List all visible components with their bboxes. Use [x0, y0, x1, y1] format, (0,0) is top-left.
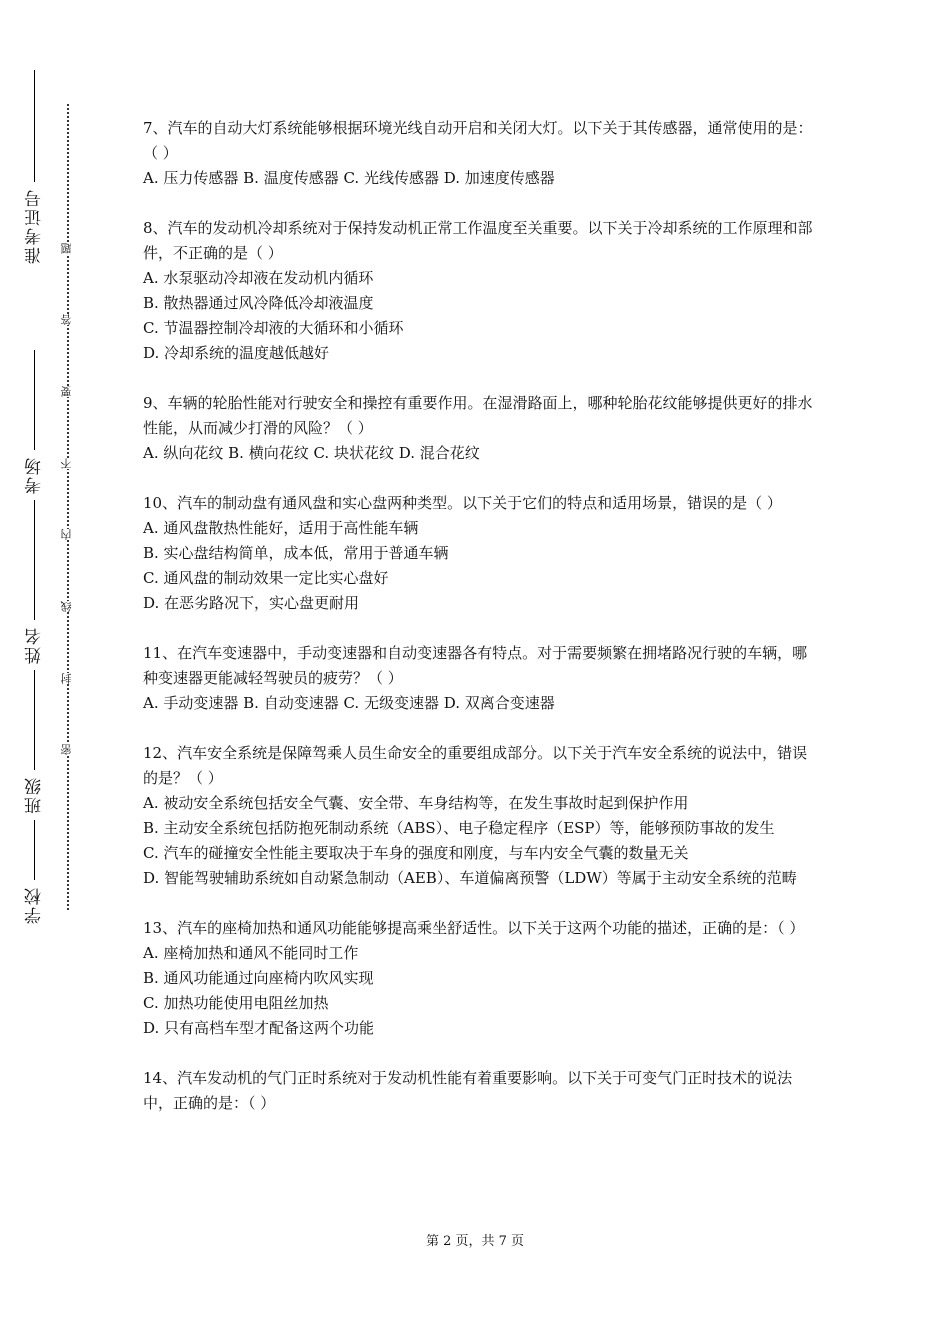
- question-options: A. 纵向花纹 B. 横向花纹 C. 块状花纹 D. 混合花纹: [143, 444, 480, 462]
- seal-char: 内: [60, 529, 76, 540]
- option-a: A. 被动安全系统包括安全气囊、安全带、车身结构等，在发生事故时起到保护作用: [143, 794, 689, 812]
- question-stem: 8、汽车的发动机冷却系统对于保持发动机正常工作温度至关重要。以下关于冷却系统的工作原理和部件，不正确的是（ ）: [143, 219, 813, 262]
- option-d: D. 在恶劣路况下，实心盘更耐用: [143, 594, 360, 612]
- question-stem: 11、在汽车变速器中，手动变速器和自动变速器各有特点。对于需要频繁在拥堵路况行驶的车辆，哪种变速器更能减轻驾驶员的疲劳？（ ）: [143, 644, 808, 687]
- question-stem: 10、汽车的制动盘有通风盘和实心盘两种类型。以下关于它们的特点和适用场景，错误的是（ ）: [143, 494, 782, 512]
- question-9: [143, 391, 815, 466]
- question-stem: 14、汽车发动机的气门正时系统对于发动机性能有着重要影响。以下关于可变气门正时技术的说法中，正确的是：（ ）: [143, 1069, 793, 1112]
- exam-number-field: [14, 70, 54, 270]
- question-stem: 13、汽车的座椅加热和通风功能能够提高乘坐舒适性。以下关于这两个功能的描述，正确的是：（ ）: [143, 919, 805, 937]
- option-d: D. 只有高档车型才配备这两个功能: [143, 1019, 375, 1037]
- exam-room-field: [14, 350, 54, 500]
- option-b: B. 实心盘结构简单，成本低，常用于普通车辆: [143, 544, 449, 562]
- class-label: 班级: [24, 776, 45, 814]
- seal-dotted-line: [67, 104, 69, 910]
- option-a: A. 水泵驱动冷却液在发动机内循环: [143, 269, 374, 287]
- question-11: [143, 641, 815, 716]
- page-footer: 第 2 页，共 7 页: [425, 1234, 525, 1249]
- option-c: C. 汽车的碰撞安全性能主要取决于车身的强度和刚度，与车内安全气囊的数量无关: [143, 844, 689, 862]
- exam-number-label: 准考证号: [24, 188, 45, 264]
- question-8: [143, 216, 815, 366]
- option-d: D. 智能驾驶辅助系统如自动紧急制动（AEB）、车道偏离预警（LDW）等属于主动安全系统的范畴: [143, 869, 797, 887]
- seal-char: 线: [60, 601, 76, 612]
- seal-char: 封: [60, 673, 76, 684]
- question-stem: 9、车辆的轮胎性能对行驶安全和操控有重要作用。在湿滑路面上，哪种轮胎花纹能够提供更好的排水性能，从而减少打滑的风险？（ ）: [143, 394, 813, 437]
- seal-char: 密: [60, 744, 76, 755]
- question-12: [143, 741, 815, 891]
- option-c: C. 加热功能使用电阻丝加热: [143, 994, 329, 1012]
- exam-room-label: 考场: [24, 456, 45, 494]
- option-b: B. 散热器通过风冷降低冷却液温度: [143, 294, 374, 312]
- question-options: A. 压力传感器 B. 温度传感器 C. 光线传感器 D. 加速度传感器: [143, 169, 555, 187]
- seal-char: 答: [60, 314, 76, 325]
- binding-margin: [14, 70, 54, 930]
- name-label: 姓名: [24, 626, 45, 664]
- school-field: [14, 820, 54, 930]
- seal-char: 不: [60, 458, 76, 469]
- seal-char: 题: [60, 243, 76, 254]
- question-10: [143, 491, 815, 616]
- class-field: [14, 670, 54, 820]
- option-c: C. 节温器控制冷却液的大循环和小循环: [143, 319, 404, 337]
- question-14: [143, 1066, 815, 1116]
- school-label: 学校: [24, 886, 45, 924]
- seal-char: 要: [60, 386, 76, 397]
- question-options: A. 手动变速器 B. 自动变速器 C. 无级变速器 D. 双离合变速器: [143, 694, 555, 712]
- question-7: [143, 116, 815, 191]
- option-c: C. 通风盘的制动效果一定比实心盘好: [143, 569, 389, 587]
- option-a: A. 通风盘散热性能好，适用于高性能车辆: [143, 519, 419, 537]
- question-stem: 7、汽车的自动大灯系统能够根据环境光线自动开启和关闭大灯。以下关于其传感器，通常使用的是：（ ）: [143, 119, 813, 162]
- option-a: A. 座椅加热和通风不能同时工作: [143, 944, 359, 962]
- question-stem: 12、汽车安全系统是保障驾乘人员生命安全的重要组成部分。以下关于汽车安全系统的说法中，错误的是？（ ）: [143, 744, 808, 787]
- question-list: [143, 116, 815, 1141]
- name-field: [14, 500, 54, 670]
- option-b: B. 主动安全系统包括防抱死制动系统（ABS）、电子稳定程序（ESP）等，能够预防事故的发生: [143, 819, 775, 837]
- option-d: D. 冷却系统的温度越低越好: [143, 344, 330, 362]
- option-b: B. 通风功能通过向座椅内吹风实现: [143, 969, 374, 987]
- question-13: [143, 916, 815, 1041]
